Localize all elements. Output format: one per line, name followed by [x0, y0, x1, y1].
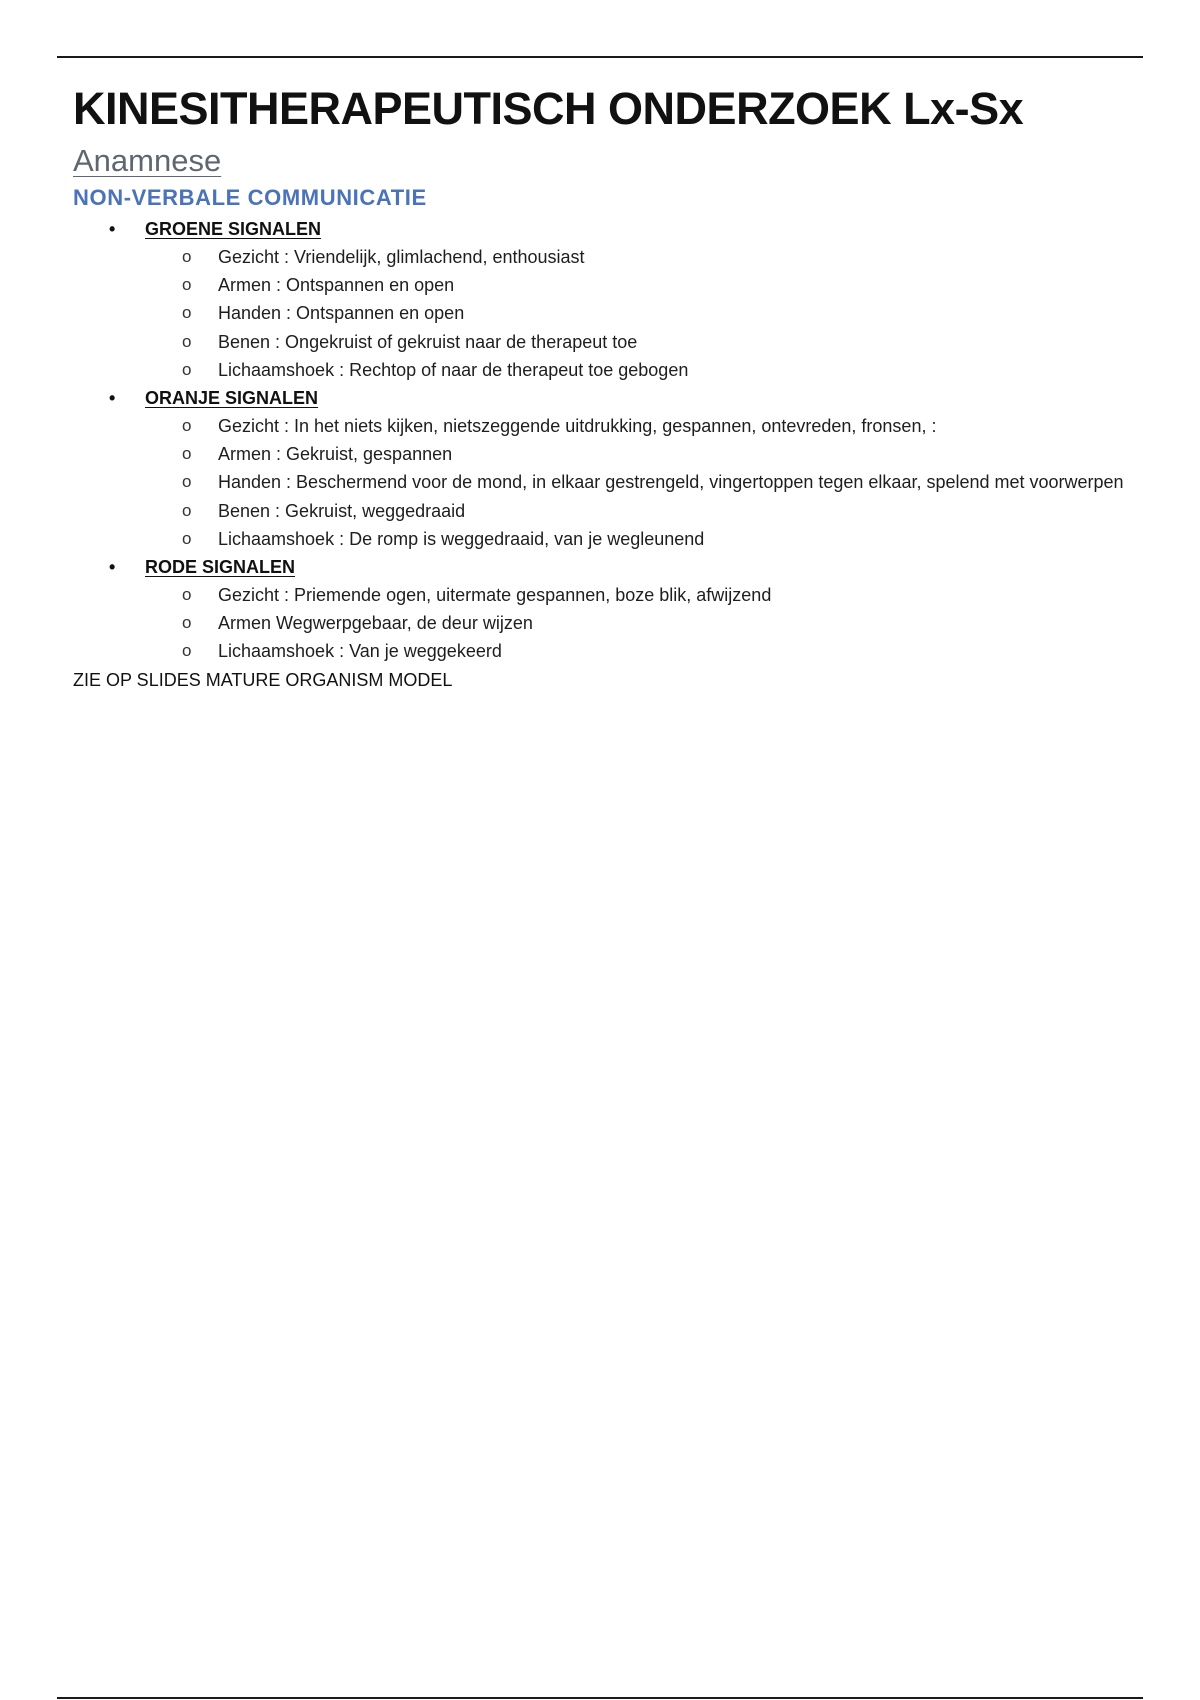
circle-bullet-icon: o [182, 275, 192, 295]
circle-bullet-icon: o [182, 500, 192, 520]
circle-bullet-icon: o [182, 247, 192, 266]
list-item [73, 468, 1133, 496]
list-item [73, 356, 1133, 384]
list-item-text: Lichaamshoek : Rechtop of naar de therapeut toe gebogen [218, 359, 689, 380]
list-item-text: Armen Wegwerpgebaar, de deur wijzen [218, 613, 533, 634]
subtitle: Anamnese [73, 143, 222, 178]
list-item [73, 525, 1133, 553]
signal-items [73, 412, 1133, 553]
bullet-icon: • [109, 557, 116, 578]
list-item [73, 609, 1133, 637]
bullet-icon: • [109, 388, 116, 409]
bottom-rule [57, 1697, 1143, 1699]
list-item [73, 299, 1133, 327]
group-heading [73, 215, 1133, 243]
bullet-icon: • [109, 219, 116, 239]
list-item-text: Armen : Gekruist, gespannen [218, 444, 453, 465]
circle-bullet-icon: o [182, 416, 192, 436]
list-item-text: Handen : Ontspannen en open [218, 303, 465, 324]
list-item-text: Lichaamshoek : De romp is weggedraaid, van je wegleunend [218, 528, 705, 549]
page-title: KINESITHERAPEUTISCH ONDERZOEK Lx-Sx [73, 83, 1024, 134]
group-heading-label: RODE SIGNALEN [145, 557, 296, 578]
signal-items [73, 243, 1133, 384]
list-item-text: Handen : Beschermend voor de mond, in elkaar gestrengeld, vingertoppen tegen elkaar, spelend met voorwerpen [218, 472, 1124, 493]
list-item [73, 497, 1133, 525]
list-item [73, 412, 1133, 440]
signal-group-green [73, 215, 1133, 384]
list-item-text: Lichaamshoek : Van je weggekeerd [218, 641, 502, 662]
group-heading [73, 553, 1133, 581]
list-item [73, 328, 1133, 356]
circle-bullet-icon: o [182, 331, 192, 351]
list-item-text: Armen : Ontspannen en open [218, 275, 455, 296]
circle-bullet-icon: o [182, 641, 192, 661]
list-item-text: Benen : Ongekruist of gekruist naar de therapeut toe [218, 331, 638, 352]
list-item-text: Gezicht : In het niets kijken, nietszeggende uitdrukking, gespannen, ontevreden, fronsen, : [218, 416, 937, 437]
circle-bullet-icon: o [182, 613, 192, 633]
circle-bullet-icon: o [182, 472, 192, 492]
document-body [73, 76, 1133, 694]
group-heading-label: GROENE SIGNALEN [145, 219, 322, 239]
group-heading [73, 384, 1133, 412]
list-item [73, 271, 1133, 299]
top-rule [57, 56, 1143, 58]
signal-group-red [73, 553, 1133, 666]
circle-bullet-icon: o [182, 303, 192, 323]
list-item [73, 243, 1133, 271]
list-item-text: Gezicht : Vriendelijk, glimlachend, enthousiast [218, 247, 585, 267]
signal-group-orange [73, 384, 1133, 553]
circle-bullet-icon: o [182, 585, 192, 605]
footer-note: ZIE OP SLIDES MATURE ORGANISM MODEL [73, 669, 453, 690]
group-heading-label: ORANJE SIGNALEN [145, 388, 319, 409]
circle-bullet-icon: o [182, 444, 192, 464]
circle-bullet-icon: o [182, 528, 192, 548]
circle-bullet-icon: o [182, 359, 192, 379]
signal-items [73, 581, 1133, 666]
list-item [73, 581, 1133, 609]
list-item-text: Gezicht : Priemende ogen, uitermate gespannen, boze blik, afwijzend [218, 585, 772, 606]
list-item-text: Benen : Gekruist, weggedraaid [218, 500, 466, 521]
section-heading: NON-VERBALE COMMUNICATIE [73, 185, 427, 210]
list-item [73, 440, 1133, 468]
signal-groups [73, 215, 1133, 666]
list-item [73, 637, 1133, 665]
